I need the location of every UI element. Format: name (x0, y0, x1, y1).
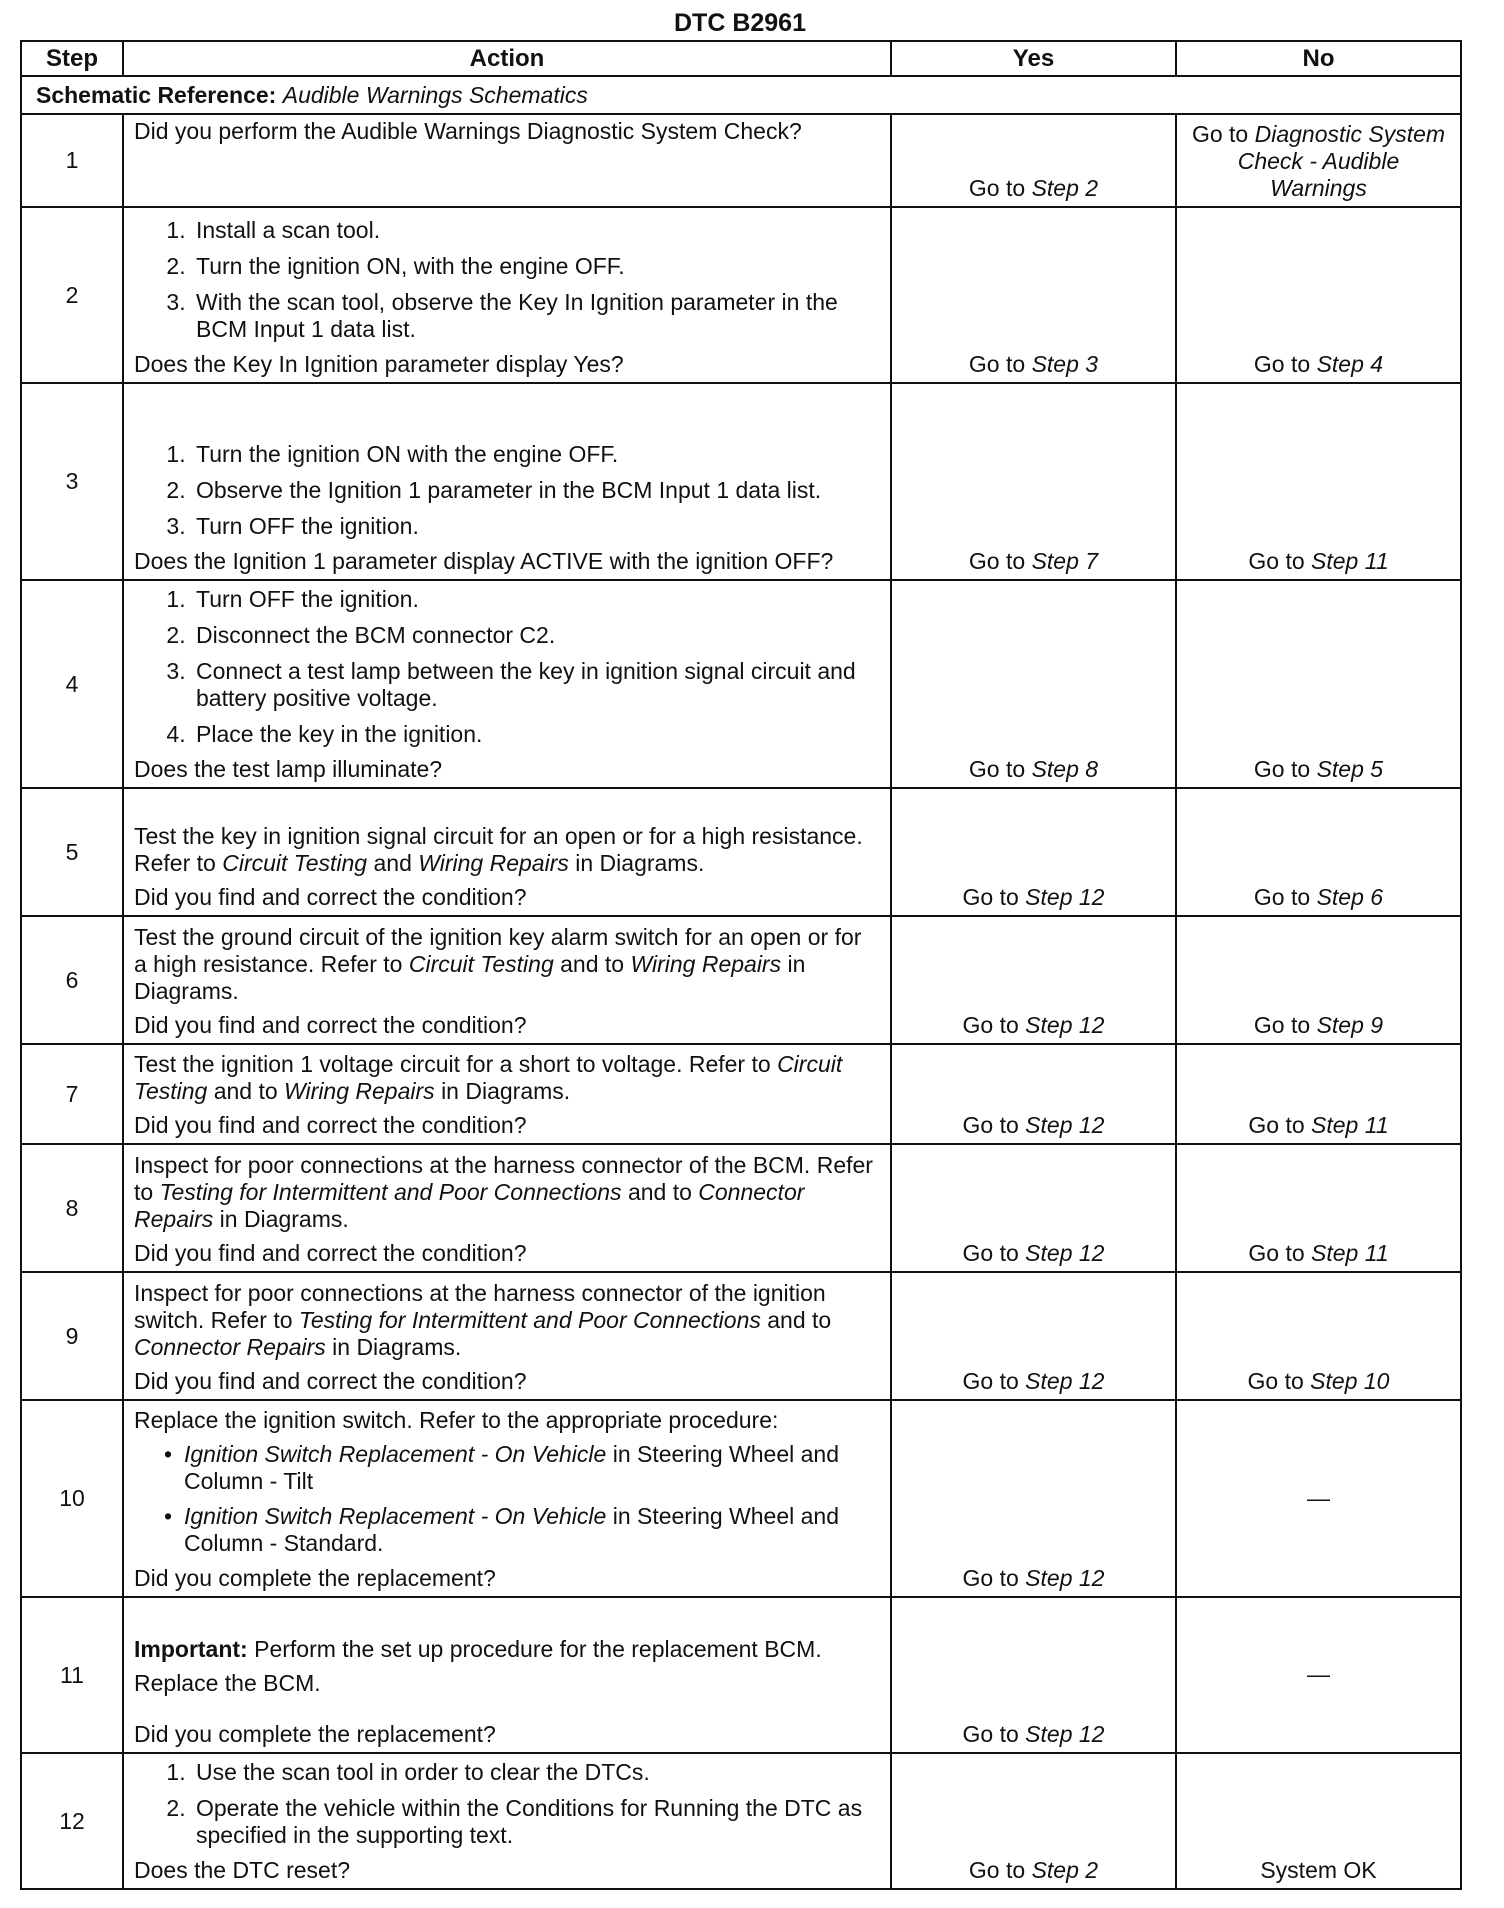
step-number: 9 (21, 1272, 123, 1400)
reference: Ignition Switch Replacement - On Vehicle (184, 1503, 607, 1529)
instruction-text: Replace the ignition switch. Refer to the appropriate procedure: (134, 1407, 779, 1433)
question: Did you perform the Audible Warnings Diagnostic System Check? (134, 118, 802, 144)
goto-text: Go to (968, 175, 1026, 201)
goto-text: Go to (968, 756, 1026, 782)
yes-cell (891, 207, 1176, 383)
text: in Diagrams. (575, 850, 705, 876)
action-list (134, 441, 880, 540)
step-row-8 (21, 1144, 1461, 1272)
action-cell (123, 1044, 891, 1144)
step-row-7 (21, 1044, 1461, 1144)
header-step: Step (21, 41, 123, 76)
yes-cell (891, 1400, 1176, 1597)
reference: Testing for Intermittent and Poor Connections (298, 1307, 761, 1333)
question: Does the DTC reset? (134, 1857, 351, 1883)
list-item: 2. Turn the ignition ON, with the engine OFF. (192, 253, 880, 280)
action-list (134, 1759, 880, 1849)
step-number: 1 (21, 114, 123, 207)
step-ref: Step 3 (1031, 351, 1099, 377)
no-cell (1176, 788, 1461, 916)
action-cell (123, 207, 891, 383)
goto-text: Go to (1247, 1368, 1304, 1394)
text: Test the key in ignition signal circuit for an open or for a high resistance. Refer to (134, 823, 863, 876)
step-ref: Step 12 (1025, 1112, 1105, 1138)
goto-text: Go to (1248, 548, 1305, 574)
step-ref: Step 12 (1025, 1012, 1105, 1038)
goto-text: Go to (962, 1240, 1019, 1266)
step-row-12 (21, 1753, 1461, 1889)
list-item: 1. Install a scan tool. (192, 217, 880, 244)
goto-text: Go to (968, 548, 1026, 574)
document (20, 6, 1460, 1890)
text: in Steering Wheel and Column - Standard. (184, 1503, 840, 1556)
schematic-reference-row (21, 76, 1461, 114)
step-ref: Step 12 (1025, 1240, 1105, 1266)
goto-text: Go to (962, 1112, 1019, 1138)
goto-text: Go to (1253, 1012, 1311, 1038)
no-cell (1176, 1272, 1461, 1400)
step-row-5 (21, 788, 1461, 916)
step-row-2 (21, 207, 1461, 383)
action-list (134, 586, 880, 748)
step-ref: Step 10 (1310, 1368, 1390, 1394)
text: Test the ground circuit of the ignition key alarm switch for an open or for a high resistance. Refer to (134, 924, 862, 977)
reference: Connector Repairs (134, 1179, 805, 1232)
goto-text: Go to (968, 1857, 1026, 1883)
goto-text: Go to (968, 351, 1026, 377)
no-cell (1176, 207, 1461, 383)
goto-text: Go to (962, 1012, 1019, 1038)
reference: Circuit Testing (408, 951, 554, 977)
instruction-text (134, 924, 880, 1005)
question: Did you complete the replacement? (134, 1721, 496, 1747)
step-number: 3 (21, 383, 123, 580)
no-cell: — (1176, 1597, 1461, 1753)
text: and to (213, 1078, 278, 1104)
yes-cell (891, 1597, 1176, 1753)
important-label: Important: (134, 1636, 248, 1662)
action-cell (123, 916, 891, 1044)
reference: Testing for Intermittent and Poor Connections (159, 1179, 622, 1205)
step-row-9 (21, 1272, 1461, 1400)
question: Does the test lamp illuminate? (134, 756, 443, 782)
yes-cell (891, 1753, 1176, 1889)
yes-cell (891, 916, 1176, 1044)
step-ref: Step 11 (1311, 1112, 1389, 1138)
goto-text: Go to (1248, 1240, 1305, 1266)
step-row-3 (21, 383, 1461, 580)
text: and to (627, 1179, 692, 1205)
schematic-reference (21, 76, 1461, 114)
text: in Diagrams. (332, 1334, 462, 1360)
question: Does the Ignition 1 parameter display ACTIVE with the ignition OFF? (134, 548, 834, 574)
step-row-4 (21, 580, 1461, 788)
step-number: 5 (21, 788, 123, 916)
text: in Diagrams. (441, 1078, 571, 1104)
text: and to (560, 951, 625, 977)
step-ref: Step 9 (1316, 1012, 1384, 1038)
goto-text: Go to (1253, 884, 1311, 910)
action-cell (123, 1400, 891, 1597)
step-number: 10 (21, 1400, 123, 1597)
step-row-10 (21, 1400, 1461, 1597)
reference: Ignition Switch Replacement - On Vehicle (184, 1441, 607, 1467)
no-cell (1176, 916, 1461, 1044)
list-item: 2. Operate the vehicle within the Conditions for Running the DTC as specified in the supporting text. (192, 1795, 880, 1849)
no-cell: — (1176, 1400, 1461, 1597)
list-item: 2. Observe the Ignition 1 parameter in the BCM Input 1 data list. (192, 477, 880, 504)
header-action: Action (123, 41, 891, 76)
text: in Steering Wheel and Column - Tilt (184, 1441, 840, 1494)
no-cell (1176, 580, 1461, 788)
list-item (184, 1503, 880, 1557)
list-item: 3. Connect a test lamp between the key in ignition signal circuit and battery positive voltage. (192, 658, 880, 712)
action-list (134, 217, 880, 343)
question: Does the Key In Ignition parameter display Yes? (134, 351, 624, 377)
no-cell (1176, 114, 1461, 207)
important-note (134, 1636, 880, 1663)
step-number: 8 (21, 1144, 123, 1272)
step-number: 6 (21, 916, 123, 1044)
text: Test the ignition 1 voltage circuit for a short to voltage. Refer to (134, 1051, 771, 1077)
goto-text: Go to (962, 884, 1019, 910)
step-number: 4 (21, 580, 123, 788)
instruction-text (134, 1280, 880, 1361)
goto-text: Go to (1253, 756, 1311, 782)
reference: Circuit Testing (222, 850, 368, 876)
header-yes: Yes (891, 41, 1176, 76)
action-cell (123, 1753, 891, 1889)
question: Did you find and correct the condition? (134, 1112, 527, 1138)
no-cell (1176, 383, 1461, 580)
question: Did you complete the replacement? (134, 1565, 496, 1591)
step-row-11 (21, 1597, 1461, 1753)
step-ref: Step 6 (1316, 884, 1384, 910)
step-number: 2 (21, 207, 123, 383)
schematic-label: Schematic Reference: (36, 81, 277, 108)
diagnostic-table (20, 40, 1462, 1890)
no-cell: System OK (1176, 1753, 1461, 1889)
step-ref: Step 12 (1025, 1368, 1105, 1394)
text: and (373, 850, 412, 876)
yes-cell (891, 788, 1176, 916)
action-cell (123, 383, 891, 580)
goto-text: Go to (962, 1721, 1019, 1747)
reference: Wiring Repairs (418, 850, 569, 876)
instruction-text (134, 823, 880, 877)
header-no: No (1176, 41, 1461, 76)
text: in Diagrams. (134, 951, 806, 1004)
header-row (21, 41, 1461, 76)
step-ref: Step 2 (1031, 175, 1099, 201)
yes-cell (891, 1144, 1176, 1272)
list-item: 3. Turn OFF the ignition. (192, 513, 880, 540)
reference: Connector Repairs (134, 1334, 326, 1360)
step-ref: Step 11 (1311, 548, 1389, 574)
instruction-text: Replace the BCM. (134, 1670, 321, 1696)
step-row-6 (21, 916, 1461, 1044)
goto-text: Go to (1248, 1112, 1305, 1138)
goto-text: Go to (962, 1368, 1019, 1394)
text: in Diagrams. (219, 1206, 349, 1232)
list-item: 1. Use the scan tool in order to clear the DTCs. (192, 1759, 880, 1786)
reference: Wiring Repairs (630, 951, 782, 977)
action-cell (123, 1144, 891, 1272)
no-cell (1176, 1144, 1461, 1272)
reference: Circuit Testing (134, 1051, 843, 1104)
page-title: DTC B2961 (674, 9, 806, 37)
step-ref: Step 7 (1031, 548, 1099, 574)
step-number: 7 (21, 1044, 123, 1144)
instruction-text (134, 1051, 880, 1105)
step-ref: Step 2 (1031, 1857, 1099, 1883)
procedure-list (134, 1441, 880, 1557)
step-ref: Step 12 (1025, 1565, 1105, 1591)
yes-cell (891, 383, 1176, 580)
action-cell (123, 788, 891, 916)
list-item: 1. Turn the ignition ON with the engine OFF. (192, 441, 880, 468)
goto-text: Go to (1253, 351, 1311, 377)
list-item (184, 1441, 880, 1495)
step-ref: Step 8 (1031, 756, 1099, 782)
step-number: 12 (21, 1753, 123, 1889)
step-ref: Step 4 (1316, 351, 1384, 377)
yes-cell (891, 1044, 1176, 1144)
instruction-text (134, 1152, 880, 1233)
list-item: 2. Disconnect the BCM connector C2. (192, 622, 880, 649)
list-item: 3. With the scan tool, observe the Key In Ignition parameter in the BCM Input 1 data list. (192, 289, 880, 343)
action-cell (123, 580, 891, 788)
list-item: 4. Place the key in the ignition. (192, 721, 880, 748)
text: and to (767, 1307, 832, 1333)
yes-cell (891, 1272, 1176, 1400)
yes-cell (891, 580, 1176, 788)
text: Perform the set up procedure for the replacement BCM. (254, 1636, 822, 1662)
step-ref: Diagnostic System Check - Audible Warnings (1237, 121, 1446, 201)
step-ref: Step 5 (1316, 756, 1384, 782)
question: Did you find and correct the condition? (134, 1368, 527, 1394)
action-cell (123, 1272, 891, 1400)
step-ref: Step 12 (1025, 884, 1105, 910)
action-cell (123, 114, 891, 207)
text: Inspect for poor connections at the harness connector of the BCM. Refer to (134, 1152, 873, 1205)
yes-cell (891, 114, 1176, 207)
question: Did you find and correct the condition? (134, 1240, 527, 1266)
goto-text: Go to (962, 1565, 1019, 1591)
step-row-1 (21, 114, 1461, 207)
schematic-link: Audible Warnings Schematics (282, 81, 588, 108)
reference: Wiring Repairs (284, 1078, 435, 1104)
step-number: 11 (21, 1597, 123, 1753)
step-ref: Step 11 (1311, 1240, 1389, 1266)
question: Did you find and correct the condition? (134, 884, 527, 910)
step-ref: Step 12 (1025, 1721, 1105, 1747)
goto-text: Go to (1191, 121, 1249, 147)
action-cell (123, 1597, 891, 1753)
question: Did you find and correct the condition? (134, 1012, 527, 1038)
text: Inspect for poor connections at the harness connector of the ignition switch. Refer to (134, 1280, 826, 1333)
list-item: 1. Turn OFF the ignition. (192, 586, 880, 613)
no-cell (1176, 1044, 1461, 1144)
